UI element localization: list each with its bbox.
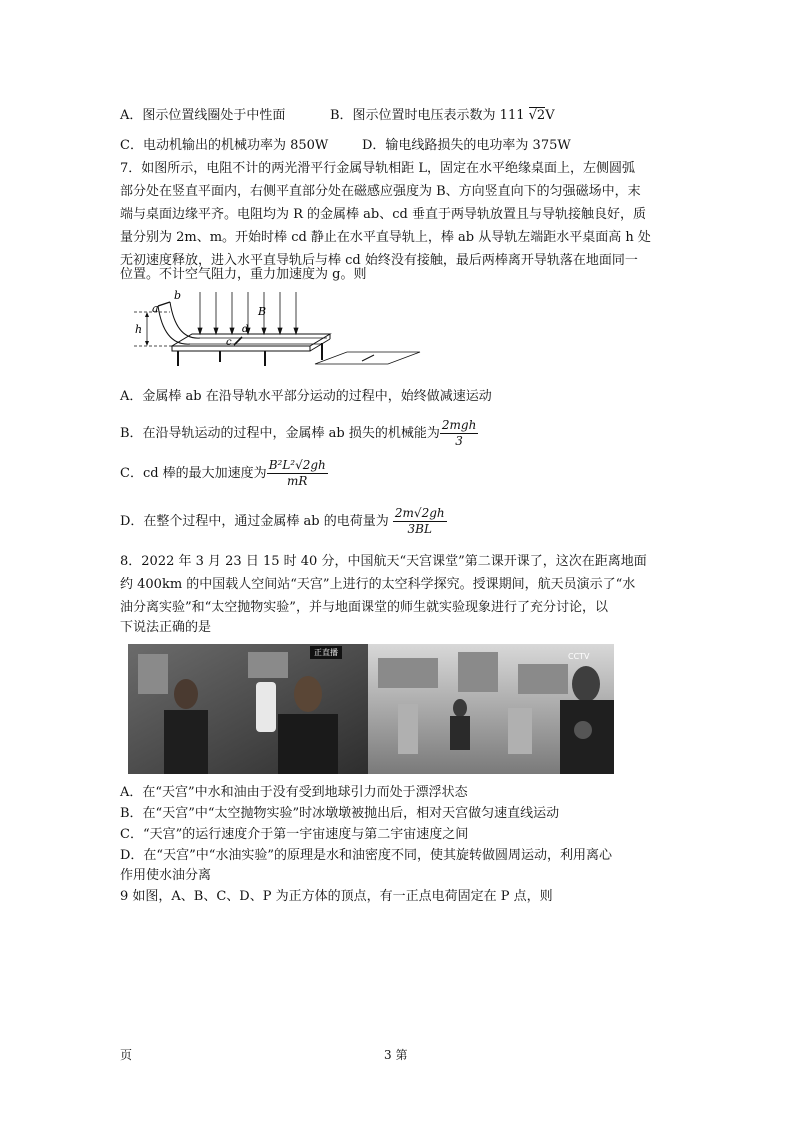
q7-option-b (120, 418, 478, 450)
q7-line: 7．如图所示，电阻不计的两光滑平行金属导轨相距 L，固定在水平绝缘桌面上，左侧圆弧 (120, 161, 636, 176)
q8-line: 8．2022 年 3 月 23 日 15 时 40 分，中国航天“天宫课堂”第二课开课了，这次在距离地面 (120, 554, 647, 569)
footer-left: 页 (120, 1048, 133, 1062)
q8-option-c: C．“天宫”的运行速度介于第一宇宙速度与第二宇宙速度之间 (120, 827, 469, 842)
q6-option-c: C．电动机输出的机械功率为 850W (120, 138, 329, 153)
q7-option-d (120, 506, 447, 538)
q7-line: 部分处在竖直平面内，右侧平直部分处在磁感应强度为 B、方向竖直向下的匀强磁场中，末 (120, 184, 641, 199)
q6-option-b-root: √2 (528, 108, 546, 123)
q8-option-d: D．在“天宫”中“水油实验”的原理是水和油密度不同，使其旋转做圆周运动，利用离心 (120, 848, 613, 863)
fraction-denominator: mR (287, 474, 308, 488)
fraction-numerator: B²L²√2gh (268, 458, 326, 472)
channel-logo: CCTV (568, 652, 590, 661)
photo-scene (128, 644, 614, 774)
label-d: d (242, 324, 249, 335)
q7-option-c (120, 458, 328, 490)
q8-line: 下说法正确的是 (120, 620, 212, 635)
label-h: h (135, 323, 143, 336)
label-b: b (174, 289, 182, 302)
q7-option-d-fraction (393, 506, 447, 537)
live-badge: 正直播 (310, 646, 342, 659)
q9-stem: 9 如图，A、B、C、D、P 为正方体的顶点，有一正点电荷固定在 P 点，则 (120, 889, 553, 904)
fraction-denominator: 3BL (407, 522, 432, 536)
q8-line: 约 400km 的中国载人空间站“天宫”上进行的太空科学探究。授课期间，航天员演示了“水 (120, 577, 636, 592)
q6-option-b-text: B．图示位置时电压表示数为 111 (330, 108, 529, 123)
q8-option-d-continued: 作用使水油分离 (120, 868, 212, 883)
label-B: B (258, 305, 267, 318)
q7-line: 端与桌面边缘平齐。电阻均为 R 的金属棒 ab、cd 垂直于两导轨放置且与导轨接触良好，质 (120, 207, 646, 222)
q7-rail-diagram (130, 288, 430, 368)
q6-option-b (330, 106, 555, 126)
label-a: a (152, 302, 159, 315)
q7-line: 无初速度释放，进入水平直导轨后与棒 cd 始终没有接触，最后两棒离开导轨落在地面同一 (120, 253, 638, 268)
label-c: c (226, 337, 232, 348)
q7-option-d-text: D．在整个过程中，通过金属棒 ab 的电荷量为 (120, 514, 389, 529)
q6-option-a: A．图示位置线圈处于中性面 (120, 108, 286, 123)
q7-option-c-fraction (267, 458, 328, 489)
fraction-denominator: 3 (455, 434, 463, 448)
q7-option-c-text: C．cd 棒的最大加速度为 (120, 466, 267, 481)
q8-option-a: A．在“天宫”中水和油由于没有受到地球引力而处于漂浮状态 (120, 785, 468, 800)
q7-option-b-text: B．在沿导轨运动的过程中，金属棒 ab 损失的机械能为 (120, 426, 440, 441)
q7-option-a: A．金属棒 ab 在沿导轨水平部分运动的过程中，始终做减速运动 (120, 389, 492, 404)
q6-option-b-unit: V (545, 108, 555, 123)
page-number: 3 第 (384, 1048, 408, 1062)
q6-option-d: D．输电线路损失的电功率为 375W (362, 138, 571, 153)
q8-option-b: B．在“天宫”中“太空抛物实验”时冰墩墩被抛出后，相对天宫做匀速直线运动 (120, 806, 560, 821)
q7-line: 位置。不计空气阻力，重力加速度为 g。则 (120, 267, 367, 282)
tiangong-classroom-photo (128, 644, 614, 774)
fraction-numerator: 2mgh (441, 418, 477, 432)
q7-option-b-fraction (440, 418, 478, 449)
q7-line: 量分别为 2m、m。开始时棒 cd 静止在水平直导轨上，棒 ab 从导轨左端距水平桌面高 h 处 (120, 230, 651, 245)
fraction-numerator: 2m√2gh (394, 506, 445, 520)
q8-line: 油分离实验”和“太空抛物实验”，并与地面课堂的师生就实验现象进行了充分讨论，以 (120, 600, 608, 615)
